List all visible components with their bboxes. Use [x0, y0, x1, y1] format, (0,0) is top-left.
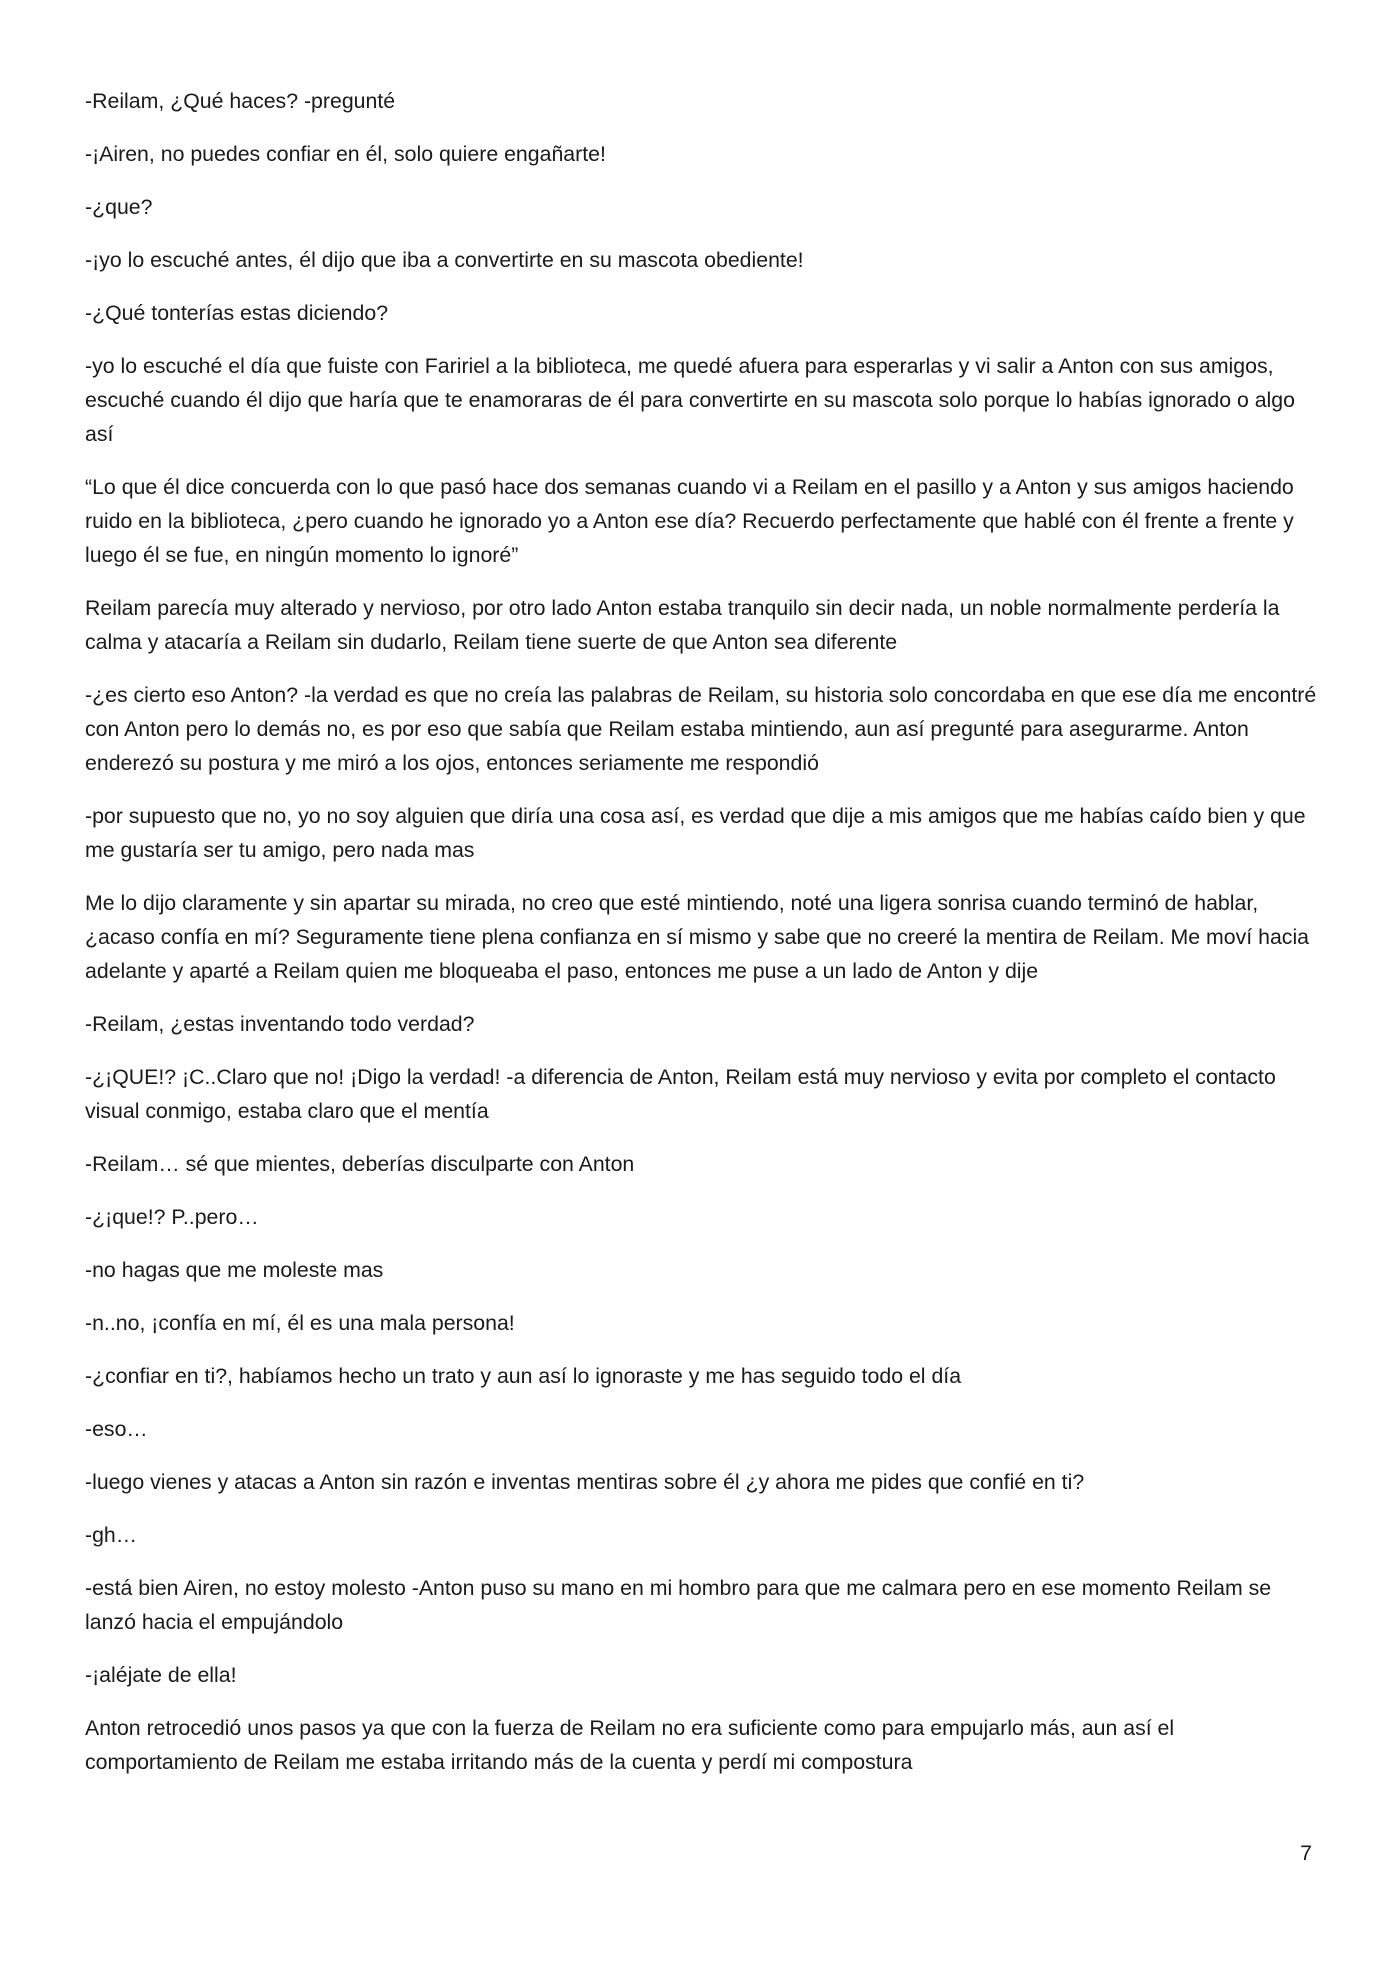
paragraph: -¿es cierto eso Anton? -la verdad es que no creía las palabras de Reilam, su historia solo concordaba en que ese día me encontré con Anton pero lo demás no, es por eso que sabía que Reilam estaba mintiendo, aun así pregunté para asegurarme. Anton enderezó su postura y me miró a los ojos, entonces seriamente me respondió: [85, 683, 1317, 775]
paragraph: -Reilam, ¿Qué haces? -pregunté: [85, 89, 396, 113]
paragraph: -por supuesto que no, yo no soy alguien que diría una cosa así, es verdad que dije a mis amigos que me habías caído bien y que me gustaría ser tu amigo, pero nada mas: [85, 804, 1306, 862]
paragraph: -luego vienes y atacas a Anton sin razón e inventas mentiras sobre él ¿y ahora me pides que confié en ti?: [85, 1470, 1085, 1494]
paragraph: “Lo que él dice concuerda con lo que pasó hace dos semanas cuando vi a Reilam en el pasillo y a Anton y sus amigos haciendo ruido en la biblioteca, ¿pero cuando he ignorado yo a Anton ese día? Recuerdo perfectamente que hablé con él frente a frente y luego él se fue, en ningún momento lo ignoré”: [85, 475, 1294, 567]
paragraph: -gh…: [85, 1523, 138, 1547]
paragraph: Reilam parecía muy alterado y nervioso, por otro lado Anton estaba tranquilo sin decir nada, un noble normalmente perdería la calma y atacaría a Reilam sin dudarlo, Reilam tiene suerte de que Anton sea diferente: [85, 596, 1280, 654]
page-number: 7: [1300, 1841, 1312, 1865]
paragraph: -n..no, ¡confía en mí, él es una mala persona!: [85, 1311, 515, 1335]
body-text: [85, 84, 1317, 1798]
paragraph: -¡aléjate de ella!: [85, 1663, 237, 1687]
paragraph: -eso…: [85, 1417, 148, 1441]
paragraph: -Reilam… sé que mientes, deberías disculparte con Anton: [85, 1152, 635, 1176]
paragraph: -yo lo escuché el día que fuiste con Faririel a la biblioteca, me quedé afuera para esperarlas y vi salir a Anton con sus amigos, escuché cuando él dijo que haría que te enamoraras de él para convertirte en su mascota solo porque lo habías ignorado o algo así: [85, 354, 1295, 446]
paragraph: -¡yo lo escuché antes, él dijo que iba a convertirte en su mascota obediente!: [85, 248, 804, 272]
paragraph: -Reilam, ¿estas inventando todo verdad?: [85, 1012, 475, 1036]
paragraph: Me lo dijo claramente y sin apartar su mirada, no creo que esté mintiendo, noté una ligera sonrisa cuando terminó de hablar, ¿acaso confía en mí? Seguramente tiene plena confianza en sí mismo y sabe que no creeré la mentira de Reilam. Me moví hacia adelante y aparté a Reilam quien me bloqueaba el paso, entonces me puse a un lado de Anton y dije: [85, 891, 1310, 983]
paragraph: -¿¡que!? P..pero…: [85, 1205, 259, 1229]
paragraph: -está bien Airen, no estoy molesto -Anton puso su mano en mi hombro para que me calmara pero en ese momento Reilam se lanzó hacia el empujándolo: [85, 1576, 1272, 1634]
paragraph: Anton retrocedió unos pasos ya que con la fuerza de Reilam no era suficiente como para empujarlo más, aun así el comportamiento de Reilam me estaba irritando más de la cuenta y perdí mi compostura: [85, 1716, 1175, 1774]
paragraph: -¿Qué tonterías estas diciendo?: [85, 301, 389, 325]
paragraph: -¿¡QUE!? ¡C..Claro que no! ¡Digo la verdad! -a diferencia de Anton, Reilam está muy nervioso y evita por completo el contacto visual conmigo, estaba claro que el mentía: [85, 1065, 1276, 1123]
paragraph: -¿que?: [85, 195, 153, 219]
paragraph: -¿confiar en ti?, habíamos hecho un trato y aun así lo ignoraste y me has seguido todo el día: [85, 1364, 962, 1388]
paragraph: -no hagas que me moleste mas: [85, 1258, 384, 1282]
paragraph: -¡Airen, no puedes confiar en él, solo quiere engañarte!: [85, 142, 606, 166]
